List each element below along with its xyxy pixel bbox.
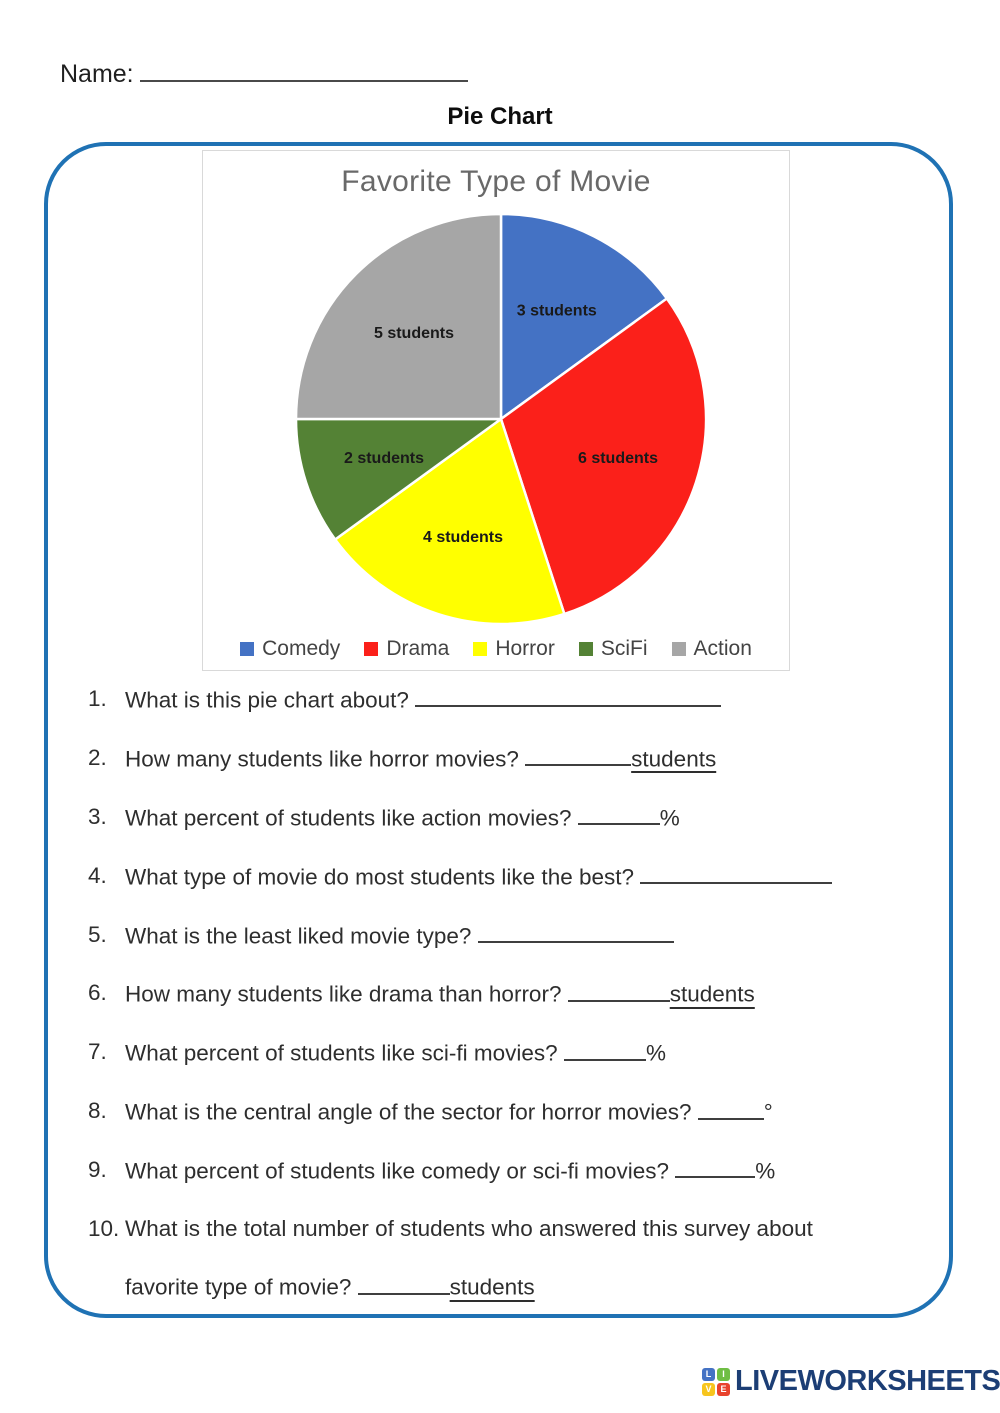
pie-chart xyxy=(203,151,791,672)
question-text: How many students like horror movies? xyxy=(125,746,526,772)
question-text: What percent of students like sci-fi movies? xyxy=(125,1040,564,1066)
answer-suffix: ° xyxy=(763,1099,773,1125)
legend-swatch-icon xyxy=(579,642,593,656)
legend-label: Comedy xyxy=(262,637,341,660)
question-number: 8. xyxy=(88,1098,107,1124)
legend-swatch-icon xyxy=(364,642,378,656)
answer-suffix: % xyxy=(755,1158,776,1184)
question-number: 9. xyxy=(88,1157,107,1182)
question-number: 5. xyxy=(88,921,107,947)
answer-blank[interactable] xyxy=(478,922,674,943)
legend-label: SciFi xyxy=(600,637,648,660)
answer-blank[interactable] xyxy=(698,1098,764,1119)
answer-blank[interactable] xyxy=(358,1273,450,1294)
question-item xyxy=(88,1216,936,1301)
questions-list xyxy=(88,686,936,1332)
answer-blank[interactable] xyxy=(675,1157,755,1178)
question-text: What percent of students like comedy or sci-fi movies? xyxy=(125,1158,676,1184)
question-item xyxy=(88,686,936,714)
legend-swatch-icon xyxy=(672,642,686,656)
legend-item-drama xyxy=(364,637,449,661)
legend-label: Action xyxy=(693,637,752,660)
logo-tile-i: I xyxy=(717,1368,730,1381)
logo-tile-v: V xyxy=(702,1383,715,1396)
answer-suffix: students xyxy=(669,981,755,1007)
legend-item-scifi xyxy=(579,637,648,661)
answer-blank[interactable] xyxy=(415,686,721,707)
name-row xyxy=(60,58,468,89)
answer-suffix: students xyxy=(449,1274,535,1300)
question-item xyxy=(88,922,936,950)
chart-legend xyxy=(203,637,789,661)
question-number: 7. xyxy=(88,1039,107,1065)
question-number: 2. xyxy=(88,744,107,770)
question-number: 1. xyxy=(88,686,107,711)
answer-blank[interactable] xyxy=(640,863,832,884)
question-text: What is this pie chart about? xyxy=(125,687,416,713)
legend-label: Horror xyxy=(495,637,555,660)
question-item xyxy=(88,1098,936,1126)
legend-label: Drama xyxy=(386,637,450,660)
question-text: How many students like drama than horror? xyxy=(125,981,568,1007)
question-number: 10. xyxy=(88,1215,120,1241)
liveworksheets-logo[interactable] xyxy=(702,1365,1000,1398)
answer-suffix: % xyxy=(659,805,680,831)
pie-slice-action xyxy=(296,214,501,419)
question-item xyxy=(88,980,936,1008)
pie-slice-label: 6 students xyxy=(577,450,659,467)
chart-title: Favorite Type of Movie xyxy=(341,165,651,198)
page-title: Pie Chart xyxy=(447,103,553,130)
name-label: Name: xyxy=(60,59,134,88)
answer-blank[interactable] xyxy=(525,745,631,766)
liveworksheets-tiles-icon xyxy=(702,1368,730,1396)
legend-swatch-icon xyxy=(473,642,487,656)
question-item xyxy=(88,804,936,832)
question-text: What type of movie do most students like the best? xyxy=(125,864,641,889)
question-item xyxy=(88,1157,936,1185)
pie-slice-label: 2 students xyxy=(343,450,425,467)
answer-suffix: students xyxy=(631,746,717,772)
logo-tile-e: E xyxy=(717,1383,730,1396)
answer-suffix: % xyxy=(645,1040,666,1066)
name-blank-line[interactable] xyxy=(140,58,468,82)
answer-blank[interactable] xyxy=(564,1039,646,1060)
answer-blank[interactable] xyxy=(578,804,660,825)
question-item xyxy=(88,1039,936,1067)
question-text-line2: favorite type of movie? xyxy=(125,1274,358,1300)
legend-item-horror xyxy=(473,637,555,661)
legend-swatch-icon xyxy=(240,642,254,656)
question-text: What percent of students like action movies? xyxy=(125,805,578,831)
question-text: What is the total number of students who answered this survey about xyxy=(125,1215,813,1241)
question-text: What is the central angle of the sector for horror movies? xyxy=(125,1099,698,1125)
pie-slice-label: 4 students xyxy=(422,529,504,546)
question-text: What is the least liked movie type? xyxy=(125,922,478,948)
legend-item-action xyxy=(672,637,752,661)
logo-tile-l: L xyxy=(702,1368,715,1381)
pie-slice-label: 5 students xyxy=(373,325,455,342)
question-number: 4. xyxy=(88,862,107,888)
pie-chart-card xyxy=(202,150,790,671)
pie-slice-label: 3 students xyxy=(516,302,597,320)
legend-item-comedy xyxy=(240,637,340,661)
liveworksheets-logo-text: LIVEWORKSHEETS xyxy=(735,1365,1000,1397)
question-number: 3. xyxy=(88,803,107,829)
answer-blank[interactable] xyxy=(568,980,670,1001)
question-item xyxy=(88,863,936,891)
question-item xyxy=(88,745,936,773)
question-number: 6. xyxy=(88,980,107,1006)
